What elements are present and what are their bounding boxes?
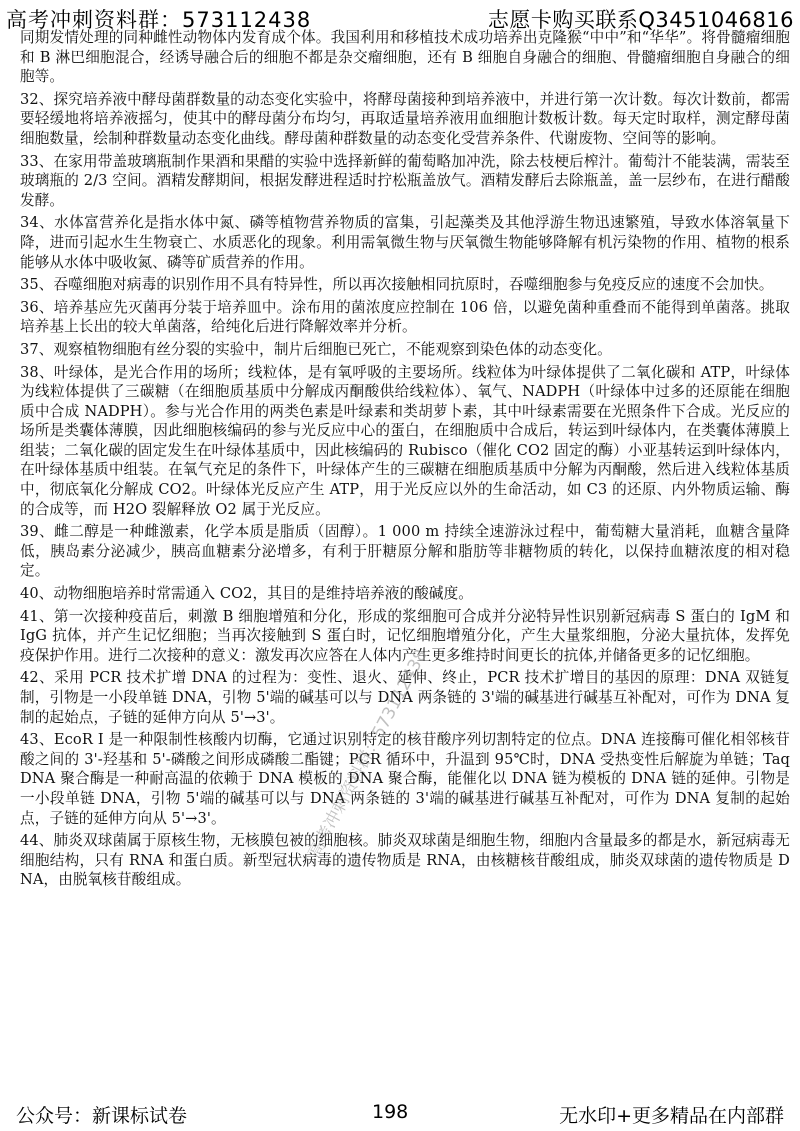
watermark: 高考冲刺资料群：573112438 [304,646,432,862]
page-footer [0,1101,800,1129]
paragraph-38: 38、叶绿体，是光合作用的场所；线粒体，是有氧呼吸的主要场所。线粒体为叶绿体提供了二氧化碳和 ATP，叶绿体为线粒体提供了三碳糖（在细胞质基质中分解成丙酮酸供给线粒体）、氧气、NADPH（叶绿体中过多的还原能在细胞质中合成 NADPH）。参与光合作用的两类色素是叶绿素和类胡萝卜素，其中叶绿素需要在光照条件下合成。光反应的场所是类囊体薄膜，因此细胞核编码的参与光反应中心的蛋白，在细胞质中合成后，转运到叶绿体内，在类囊体薄膜上组装；二氧化碳的固定发生在叶绿体基质中，因此核编码的 Rubisco（催化 CO2 固定的酶）小亚基转运到叶绿体内，在叶绿体基质中组装。在氧气充足的条件下，叶绿体产生的三碳糖在细胞质基质中分解为丙酮酸，然后进入线粒体基质中，彻底氧化分解成 CO2。叶绿体光反应产生 ATP，用于光反应以外的生命活动，如 C3 的还原、内外物质运输、酶的合成等，而 H2O 裂解释放 O2 属于光反应。 [20,363,790,518]
header-left-text: 高考冲刺资料群：573112438 [6,8,312,32]
paragraph-34: 34、水体富营养化是指水体中氮、磷等植物营养物质的富集，引起藻类及其他浮游生物迅速繁殖，导致水体溶氧量下降，进而引起水生生物衰亡、水质恶化的现象。利用需氧微生物与厌氧微生物能够降解有机污染物的作用、植物的根系能够从水体中吸收氮、磷等矿质营养的作用。 [20,214,790,271]
footer-right-text: 无水印+更多精品在内部群 [559,1105,784,1127]
paragraph-43: 43、EcoR I 是一种限制性核酸内切酶，它通过识别特定的核苷酸序列切割特定的位点。DNA 连接酶可催化相邻核苷酸之间的 3'-羟基和 5'-磷酸之间形成磷酸二酯键；PCR 循环中，升温到 95℃时，DNA 受热变性后解旋为单链；Taq DNA 聚合酶是一种耐高温的依赖于 DNA 模板的 DNA 聚合酶，能催化以 DNA 链为模板的 DNA 链的延伸。引物是一小段单链 DNA，引物 5'端的碱基可以与 DNA 两条链的 3'端的碱基进行碱基互补配对，可作为 DNA 复制的起始点，子链的延伸方向从 5'→3'。 [20,731,790,827]
paragraph-continued: 同期发情处理的同种雌性动物体内发育成个体。我国利用和移植技术成功培养出克隆猴“中中”和“华华”。将骨髓瘤细胞和 B 淋巴细胞混合，经诱导融合后的细胞不都是杂交瘤细胞，还有 B 细胞自身融合的细胞、骨髓瘤细胞自身融合的细胞等。 [20,29,790,86]
paragraph-33: 33、在家用带盖玻璃瓶制作果酒和果醋的实验中选择新鲜的葡萄略加冲洗，除去枝梗后榨汁。葡萄汁不能装满，需装至玻璃瓶的 2/3 空间。酒精发酵期间，根据发酵进程适时拧松瓶盖放气。酒精发酵后去除瓶盖，盖一层纱布，在进行醋酸发酵。 [20,152,790,209]
paragraph-37: 37、观察植物细胞有丝分裂的实验中，制片后细胞已死亡，不能观察到染色体的动态变化。 [20,340,612,358]
paragraph-40: 40、动物细胞培养时常需通入 CO2，其目的是维持培养液的酸碱度。 [20,585,473,603]
main-content [20,28,790,893]
paragraph-39: 39、雌二醇是一种雌激素，化学本质是脂质（固醇）。1 000 m 持续全速游泳过程中，葡萄糖大量消耗，血糖含量降低，胰岛素分泌减少，胰高血糖素分泌增多，有利于肝糖原分解和脂肪等非糖物质的转化，以保持血糖浓度的相对稳定。 [20,523,790,580]
header-right-text: 志愿卡购买联系Q3451046816 [487,8,794,32]
paragraph-42: 42、采用 PCR 技术扩增 DNA 的过程为：变性、退火、延伸、终止，PCR 技术扩增目的基因的原理：DNA 双链复制，引物是一小段单链 DNA，引物 5'端的碱基可以与 DNA 两条链的 3'端的碱基进行碱基互补配对，可作为 DNA 复制的起始点，子链的延伸方向从 5'→3'。 [20,669,790,726]
paragraph-35: 35、吞噬细胞对病毒的识别作用不具有特异性，所以再次接触相同抗原时，吞噬细胞参与免疫反应的速度不会加快。 [20,276,774,294]
paragraph-41: 41、第一次接种疫苗后，刺激 B 细胞增殖和分化，形成的浆细胞可合成并分泌特异性识别新冠病毒 S 蛋白的 IgM 和 IgG 抗体，并产生记忆细胞；当再次接触到 S 蛋白时，记忆细胞增殖分化，产生大量浆细胞，分泌大量抗体，发挥免疫保护作用。进行二次接种的意义：激发再次应答在人体内产生更多维持时间更长的抗体,并储备更多的记忆细胞。 [20,607,790,664]
page-number: 198 [372,1101,409,1123]
paragraph-44: 44、肺炎双球菌属于原核生物，无核膜包被的细胞核。肺炎双球菌是细胞生物，细胞内含量最多的都是水，新冠病毒无细胞结构，只有 RNA 和蛋白质。新型冠状病毒的遗传物质是 RNA，由核糖核苷酸组成，肺炎双球菌的遗传物质是 DNA，由脱氧核苷酸组成。 [20,832,790,889]
footer-left-text: 公众号：新课标试卷 [16,1105,188,1127]
paragraph-32: 32、探究培养液中酵母菌群数量的动态变化实验中，将酵母菌接种到培养液中，并进行第一次计数。每次计数前，都需要轻缓地将培养液摇匀，使其中的酵母菌分布均匀，再取适量培养液用血细胞计数板计数。每天定时取样，测定酵母菌细胞数量，绘制种群数量动态变化曲线。酵母菌种群数量的动态变化受营养条件、代谢废物、空间等的影响。 [20,90,790,147]
paragraph-36: 36、培养基应先灭菌再分装于培养皿中。涂布用的菌浓度应控制在 106 倍，以避免菌种重叠而不能得到单菌落。挑取培养基上长出的较大单菌落，给纯化后进行降解效率并分析。 [20,298,790,336]
